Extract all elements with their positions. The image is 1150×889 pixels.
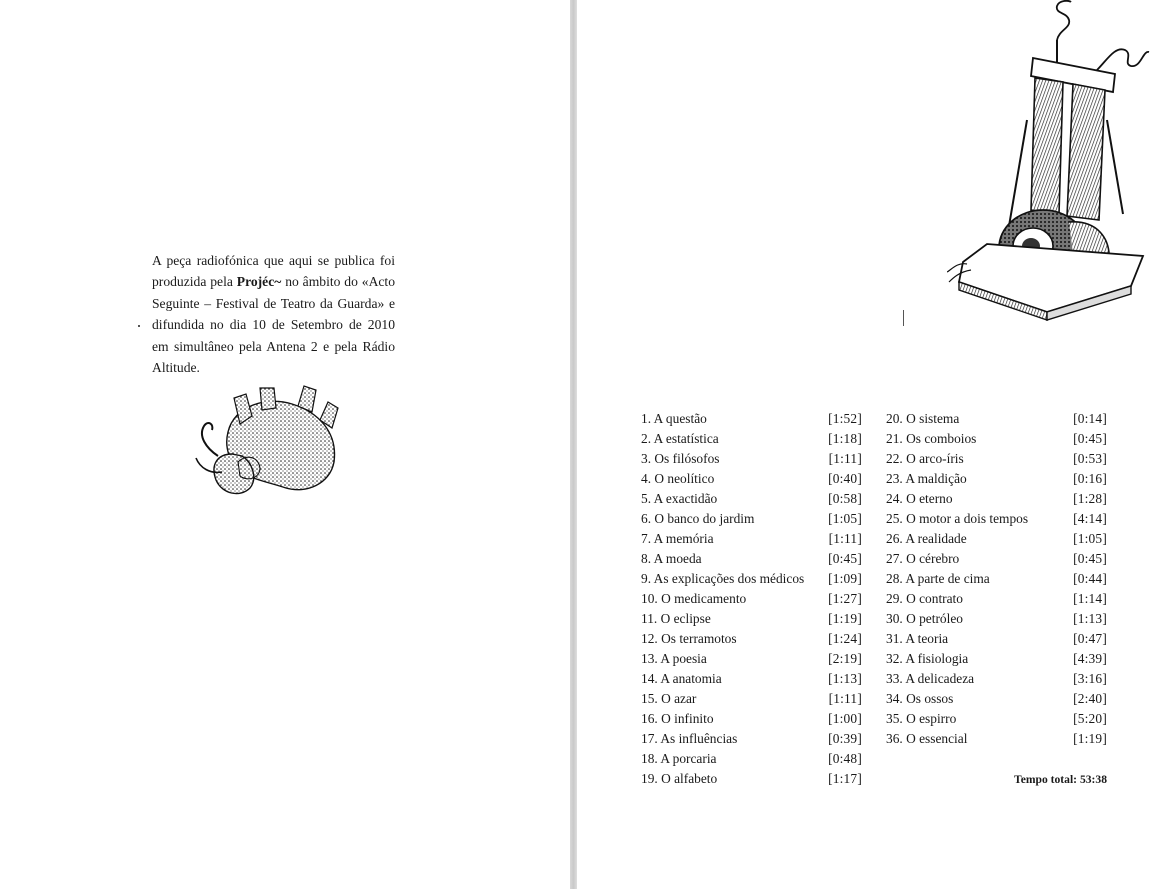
track-duration: [0:48]	[828, 751, 862, 766]
track-row	[641, 489, 862, 509]
track-row	[886, 689, 1107, 709]
track-row	[641, 549, 862, 569]
track-title: 35. O espirro	[886, 711, 957, 726]
margin-mark-right	[903, 310, 904, 326]
track-duration: [1:09]	[828, 571, 862, 586]
track-duration: [4:39]	[1073, 651, 1107, 666]
track-title: 30. O petróleo	[886, 611, 963, 626]
track-duration: [1:18]	[828, 431, 862, 446]
track-title: 19. O alfabeto	[641, 771, 718, 786]
track-title: 14. A anatomia	[641, 671, 722, 686]
track-row	[886, 489, 1107, 509]
track-row	[886, 509, 1107, 529]
track-title: 31. A teoria	[886, 631, 949, 646]
track-duration: [1:24]	[828, 631, 862, 646]
track-title: 9. As explicações dos médicos	[641, 571, 805, 586]
tracklist-column-1	[641, 409, 862, 789]
track-title: 8. A moeda	[641, 551, 702, 566]
track-duration: [5:20]	[1073, 711, 1107, 726]
track-duration: [1:27]	[828, 591, 862, 606]
track-duration: [1:19]	[1073, 731, 1107, 746]
track-row	[886, 469, 1107, 489]
track-row	[886, 569, 1107, 589]
track-duration: [0:44]	[1073, 571, 1107, 586]
track-duration: [1:14]	[1073, 591, 1107, 606]
track-title: 13. A poesia	[641, 651, 707, 666]
intro-text-before: A peça radiofónica que aqui se publica foi produzida pela	[152, 253, 395, 290]
track-title: 32. A fisiologia	[886, 651, 969, 666]
track-row	[641, 509, 862, 529]
track-row	[641, 729, 862, 749]
track-row	[886, 649, 1107, 669]
track-row	[641, 669, 862, 689]
track-row	[641, 609, 862, 629]
track-row	[641, 569, 862, 589]
track-title: 34. Os ossos	[886, 691, 954, 706]
track-row	[641, 409, 862, 429]
track-title: 28. A parte de cima	[886, 571, 990, 586]
track-row	[886, 629, 1107, 649]
track-duration: [1:52]	[828, 411, 862, 426]
track-row	[641, 649, 862, 669]
track-title: 21. Os comboios	[886, 431, 977, 446]
track-duration: [1:17]	[828, 771, 862, 786]
track-duration: [2:19]	[828, 651, 862, 666]
track-row	[641, 749, 862, 769]
track-title: 17. As influências	[641, 731, 738, 746]
track-title: 6. O banco do jardim	[641, 511, 755, 526]
track-title: 23. A maldição	[886, 471, 967, 486]
track-title: 15. O azar	[641, 691, 697, 706]
intro-paragraph	[152, 250, 395, 378]
track-duration: [0:58]	[828, 491, 862, 506]
track-row	[886, 709, 1107, 729]
track-duration: [4:14]	[1073, 511, 1107, 526]
track-duration: [1:11]	[828, 531, 862, 546]
track-row	[886, 729, 1107, 749]
track-duration: [1:05]	[828, 511, 862, 526]
track-row	[641, 529, 862, 549]
track-row	[641, 449, 862, 469]
track-row	[886, 549, 1107, 569]
track-duration: [0:45]	[1073, 431, 1107, 446]
margin-mark	[138, 325, 140, 327]
track-title: 33. A delicadeza	[886, 671, 975, 686]
track-title: 26. A realidade	[886, 531, 967, 546]
tracklist-column-2	[886, 409, 1107, 749]
track-row	[886, 409, 1107, 429]
track-title: 2. A estatística	[641, 431, 719, 446]
track-duration: [0:39]	[828, 731, 862, 746]
track-title: 20. O sistema	[886, 411, 960, 426]
book-gutter	[570, 0, 577, 889]
track-duration: [1:19]	[828, 611, 862, 626]
left-page	[0, 0, 570, 889]
track-title: 22. O arco-íris	[886, 451, 964, 466]
track-title: 27. O cérebro	[886, 551, 960, 566]
track-duration: [1:05]	[1073, 531, 1107, 546]
track-duration: [0:53]	[1073, 451, 1107, 466]
producer-name: Projéc~	[236, 274, 282, 290]
track-duration: [0:47]	[1073, 631, 1107, 646]
track-title: 16. O infinito	[641, 711, 714, 726]
track-duration: [0:14]	[1073, 411, 1107, 426]
track-row	[886, 429, 1107, 449]
track-row	[641, 469, 862, 489]
track-title: 10. O medicamento	[641, 591, 747, 606]
track-duration: [1:13]	[828, 671, 862, 686]
machine-illustration	[947, 0, 1150, 330]
track-row	[641, 429, 862, 449]
track-duration: [3:16]	[1073, 671, 1107, 686]
track-duration: [2:40]	[1073, 691, 1107, 706]
track-title: 24. O eterno	[886, 491, 953, 506]
track-title: 5. A exactidão	[641, 491, 718, 506]
track-row	[641, 589, 862, 609]
track-row	[886, 449, 1107, 469]
track-row	[886, 609, 1107, 629]
track-title: 36. O essencial	[886, 731, 968, 746]
track-title: 4. O neolítico	[641, 471, 715, 486]
track-title: 25. O motor a dois tempos	[886, 511, 1029, 526]
track-duration: [1:00]	[828, 711, 862, 726]
track-title: 12. Os terramotos	[641, 631, 737, 646]
elephant-illustration	[188, 384, 343, 504]
track-duration: [0:16]	[1073, 471, 1107, 486]
track-duration: [0:40]	[828, 471, 862, 486]
track-duration: [1:13]	[1073, 611, 1107, 626]
track-title: 1. A questão	[641, 411, 707, 426]
track-row	[641, 709, 862, 729]
track-row	[641, 629, 862, 649]
track-row	[641, 769, 862, 789]
track-row	[886, 529, 1107, 549]
track-duration: [1:11]	[828, 451, 862, 466]
track-title: 29. O contrato	[886, 591, 963, 606]
track-title: 7. A memória	[641, 531, 714, 546]
track-row	[886, 669, 1107, 689]
track-duration: [1:11]	[828, 691, 862, 706]
track-duration: [1:28]	[1073, 491, 1107, 506]
track-row	[641, 689, 862, 709]
track-duration: [0:45]	[828, 551, 862, 566]
intro-text-after: no âmbito do «Acto Seguinte – Festival de Teatro da Guarda» e difundida no dia 10 de Setembro de 2010 em simultâneo pela Antena 2 e pela Rádio Altitude.	[152, 274, 396, 376]
total-time: Tempo total: 53:38	[1014, 773, 1107, 786]
track-row	[886, 589, 1107, 609]
track-title: 3. Os filósofos	[641, 451, 720, 466]
track-title: 18. A porcaria	[641, 751, 717, 766]
track-title: 11. O eclipse	[641, 611, 711, 626]
track-duration: [0:45]	[1073, 551, 1107, 566]
